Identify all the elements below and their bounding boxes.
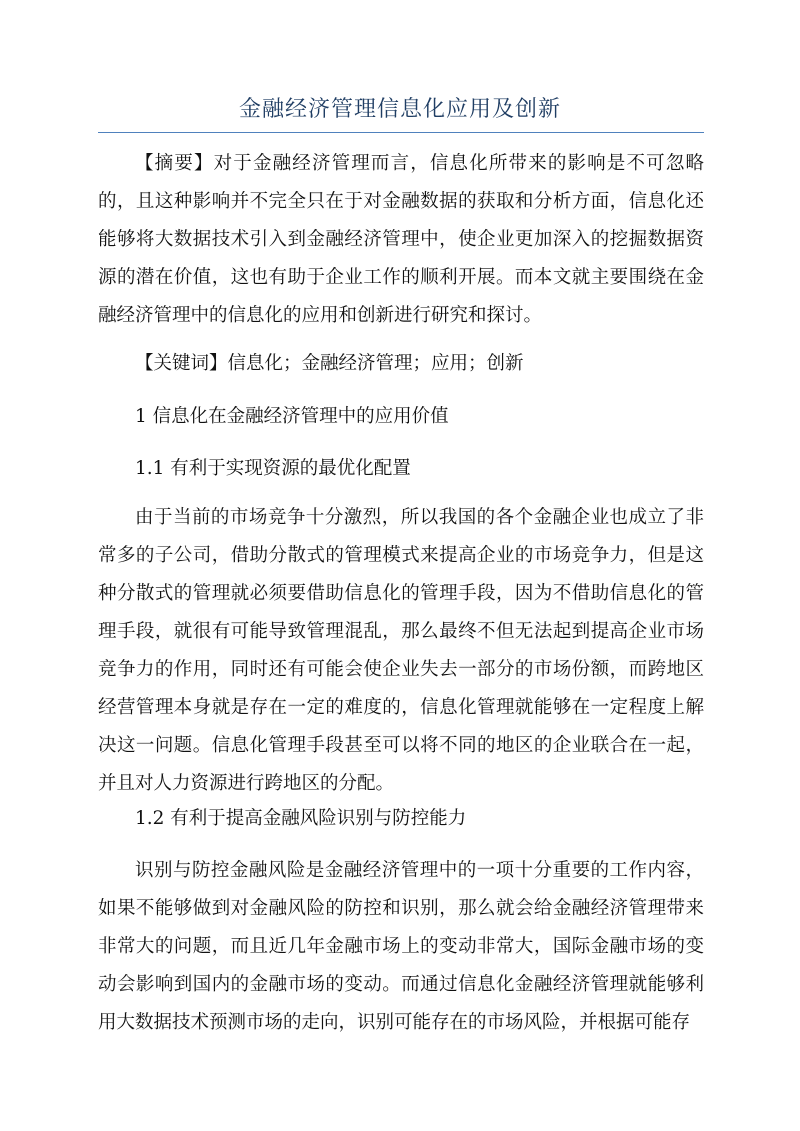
section-1-heading: 1 信息化在金融经济管理中的应用价值 <box>135 406 449 427</box>
abstract-text: 对于金融经济管理而言，信息化所带来的影响是不可忽略的，且这种影响并不完全只在于对金融数据的获取和分析方面，信息化还能够将大数据技术引入到金融经济管理中，使企业更加深入的挖掘数据资源的潜在价值，这也有助于企业工作的顺利开展。而本文就主要围绕在金融经济管理中的信息化的应用和创新进行研究和探讨。 <box>98 153 704 326</box>
title-underline <box>98 132 704 133</box>
keywords-text: 信息化；金融经济管理；应用；创新 <box>227 353 524 374</box>
section-1-2-heading: 1.2 有利于提高金融风险识别与防控能力 <box>135 808 467 829</box>
abstract-paragraph <box>98 145 704 335</box>
document-title: 金融经济管理信息化应用及创新 <box>238 97 561 122</box>
section-1-2-body: 识别与防控金融风险是金融经济管理中的一项十分重要的工作内容，如果不能够做到对金融风险的防控和识别，那么就会给金融经济管理带来非常大的问题，而且近几年金融市场上的变动非常大，国际金融市场的变动会影响到国内的金融市场的变动。而通过信息化金融经济管理就能够利用大数据技术预测市场的走向，识别可能存在的市场风险，并根据可能存 <box>98 860 704 1033</box>
section-1-1-heading: 1.1 有利于实现资源的最优化配置 <box>135 458 411 479</box>
section-1-1-body: 由于当前的市场竞争十分激烈，所以我国的各个金融企业也成立了非常多的子公司，借助分散式的管理模式来提高企业的市场竞争力，但是这种分散式的管理就必须要借助信息化的管理手段，因为不借助信息化的管理手段，就很有可能导致管理混乱，那么最终不但无法起到提高企业市场竞争力的作用，同时还有可能会使企业失去一部分的市场份额，而跨地区经营管理本身就是存在一定的难度的，信息化管理就能够在一定程度上解决这一问题。信息化管理手段甚至可以将不同的地区的企业联合在一起，并且对人力资源进行跨地区的分配。 <box>98 507 704 794</box>
abstract-label: 【摘要】 <box>135 153 214 174</box>
keywords-line <box>98 345 704 383</box>
keywords-label: 【关键词】 <box>135 353 228 374</box>
